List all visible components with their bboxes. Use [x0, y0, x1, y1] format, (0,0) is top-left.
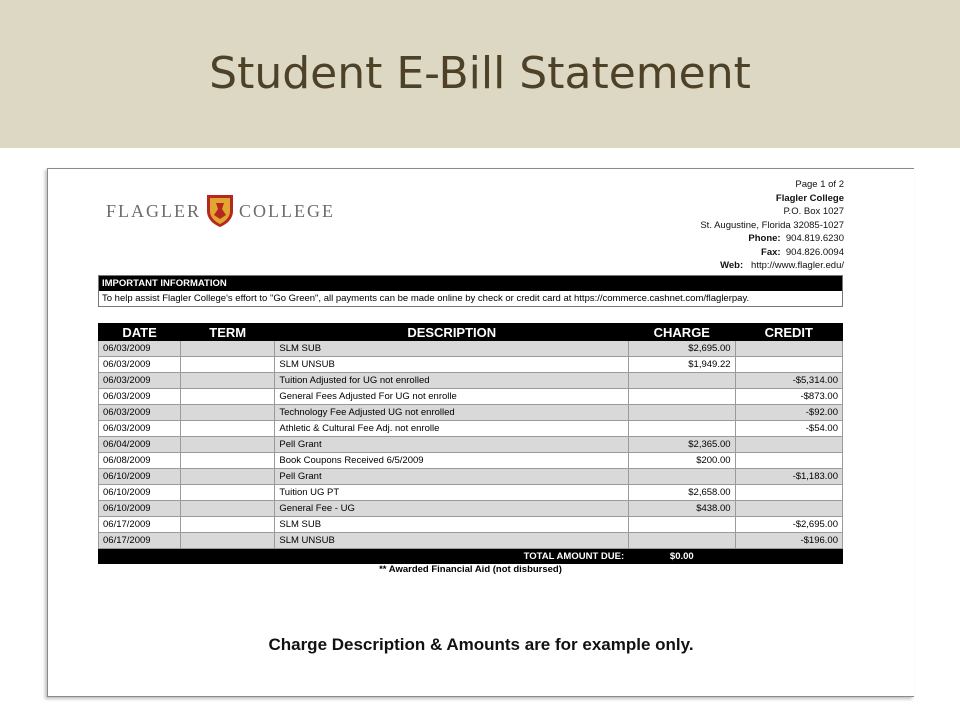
col-description: DESCRIPTION — [275, 324, 629, 341]
cell-date: 06/17/2009 — [99, 533, 181, 549]
cell-description: SLM UNSUB — [275, 357, 629, 373]
cell-credit — [735, 341, 842, 357]
col-credit: CREDIT — [735, 324, 842, 341]
statement-document — [47, 168, 914, 697]
cell-credit: -$1,183.00 — [735, 469, 842, 485]
cell-term — [181, 437, 275, 453]
cell-credit: -$54.00 — [735, 421, 842, 437]
cell-term — [181, 357, 275, 373]
footnote: ** Awarded Financial Aid (not disbursed) — [379, 564, 562, 575]
cell-date: 06/08/2009 — [99, 453, 181, 469]
cell-date: 06/03/2009 — [99, 357, 181, 373]
slide-title: Student E-Bill Statement — [209, 48, 751, 99]
cell-credit: -$2,695.00 — [735, 517, 842, 533]
table-row — [99, 469, 843, 485]
cell-charge: $2,658.00 — [629, 485, 735, 501]
cell-term — [181, 533, 275, 549]
cell-date: 06/10/2009 — [99, 485, 181, 501]
cell-description: Book Coupons Received 6/5/2009 — [275, 453, 629, 469]
cell-description: General Fees Adjusted For UG not enrolle — [275, 389, 629, 405]
cell-date: 06/03/2009 — [99, 421, 181, 437]
table-row — [99, 389, 843, 405]
col-charge: CHARGE — [629, 324, 735, 341]
cell-date: 06/03/2009 — [99, 389, 181, 405]
cell-term — [181, 389, 275, 405]
cell-charge: $200.00 — [629, 453, 735, 469]
cell-credit — [735, 453, 842, 469]
cell-credit: -$92.00 — [735, 405, 842, 421]
cell-charge: $2,365.00 — [629, 437, 735, 453]
cell-term — [181, 341, 275, 357]
col-date: DATE — [99, 324, 181, 341]
cell-description: Technology Fee Adjusted UG not enrolled — [275, 405, 629, 421]
cell-credit: -$5,314.00 — [735, 373, 842, 389]
total-row — [99, 549, 843, 564]
flagler-logo — [106, 193, 335, 229]
info-text: To help assist Flagler College's effort to "Go Green", all payments can be made online by check or credit card at https://commerce.cashnet.com/flaglerpay. — [102, 293, 750, 304]
cell-date: 06/03/2009 — [99, 405, 181, 421]
institution-name: Flagler College — [775, 192, 844, 204]
cell-charge — [629, 517, 735, 533]
institution-address — [700, 178, 844, 273]
cell-date: 06/03/2009 — [99, 341, 181, 357]
cell-date: 06/10/2009 — [99, 469, 181, 485]
table-row — [99, 405, 843, 421]
table-row — [99, 501, 843, 517]
web-link[interactable]: http://www.flagler.edu/ — [751, 260, 844, 271]
crest-icon — [205, 193, 235, 229]
cell-date: 06/04/2009 — [99, 437, 181, 453]
table-row — [99, 437, 843, 453]
cell-description: Tuition Adjusted for UG not enrolled — [275, 373, 629, 389]
cell-credit — [735, 357, 842, 373]
disclaimer: Charge Description & Amounts are for example only. — [268, 635, 694, 654]
cell-charge — [629, 373, 735, 389]
cell-description: Tuition UG PT — [275, 485, 629, 501]
cell-description: Pell Grant — [275, 469, 629, 485]
cell-description: SLM SUB — [275, 517, 629, 533]
cell-charge — [629, 405, 735, 421]
po-box: P.O. Box 1027 — [783, 206, 844, 217]
cell-charge: $438.00 — [629, 501, 735, 517]
cell-term — [181, 421, 275, 437]
cell-date: 06/10/2009 — [99, 501, 181, 517]
page-indicator: Page 1 of 2 — [795, 179, 844, 190]
table-row — [99, 453, 843, 469]
cell-description: General Fee - UG — [275, 501, 629, 517]
total-value: $0.00 — [629, 549, 735, 564]
charges-table — [98, 323, 843, 564]
cell-description: Athletic & Cultural Fee Adj. not enrolle — [275, 421, 629, 437]
table-header-row — [99, 324, 843, 341]
table-row — [99, 421, 843, 437]
cell-date: 06/17/2009 — [99, 517, 181, 533]
table-row — [99, 485, 843, 501]
cell-term — [181, 485, 275, 501]
cell-description: SLM SUB — [275, 341, 629, 357]
city-line: St. Augustine, Florida 32085-1027 — [700, 219, 844, 231]
fax-number: 904.826.0094 — [785, 246, 844, 258]
cell-charge: $1,949.22 — [629, 357, 735, 373]
phone-number: 904.819.6230 — [785, 233, 844, 244]
total-label: TOTAL AMOUNT DUE: — [99, 549, 629, 564]
table-row — [99, 357, 843, 373]
logo-word-left: FLAGLER — [106, 200, 201, 221]
fax-label: Fax: — [761, 246, 781, 258]
cell-term — [181, 373, 275, 389]
table-row — [99, 373, 843, 389]
cell-term — [181, 517, 275, 533]
cell-term — [181, 405, 275, 421]
cell-credit — [735, 485, 842, 501]
cell-charge — [629, 389, 735, 405]
phone-label: Phone: — [748, 233, 781, 244]
cell-description: SLM UNSUB — [275, 533, 629, 549]
cell-credit: -$196.00 — [735, 533, 842, 549]
table-row — [99, 341, 843, 357]
cell-term — [181, 453, 275, 469]
cell-charge: $2,695.00 — [629, 341, 735, 357]
info-heading: IMPORTANT INFORMATION — [99, 276, 842, 291]
total-spacer — [735, 549, 842, 564]
cell-charge — [629, 469, 735, 485]
cell-charge — [629, 421, 735, 437]
cell-term — [181, 469, 275, 485]
web-label: Web: — [720, 260, 744, 271]
table-row — [99, 533, 843, 549]
cell-credit — [735, 437, 842, 453]
important-info-box — [98, 275, 843, 307]
cell-credit: -$873.00 — [735, 389, 842, 405]
col-term: TERM — [181, 324, 275, 341]
cell-credit — [735, 501, 842, 517]
logo-word-right: COLLEGE — [239, 200, 335, 221]
cell-term — [181, 501, 275, 517]
table-row — [99, 517, 843, 533]
cell-charge — [629, 533, 735, 549]
cell-description: Pell Grant — [275, 437, 629, 453]
cell-date: 06/03/2009 — [99, 373, 181, 389]
